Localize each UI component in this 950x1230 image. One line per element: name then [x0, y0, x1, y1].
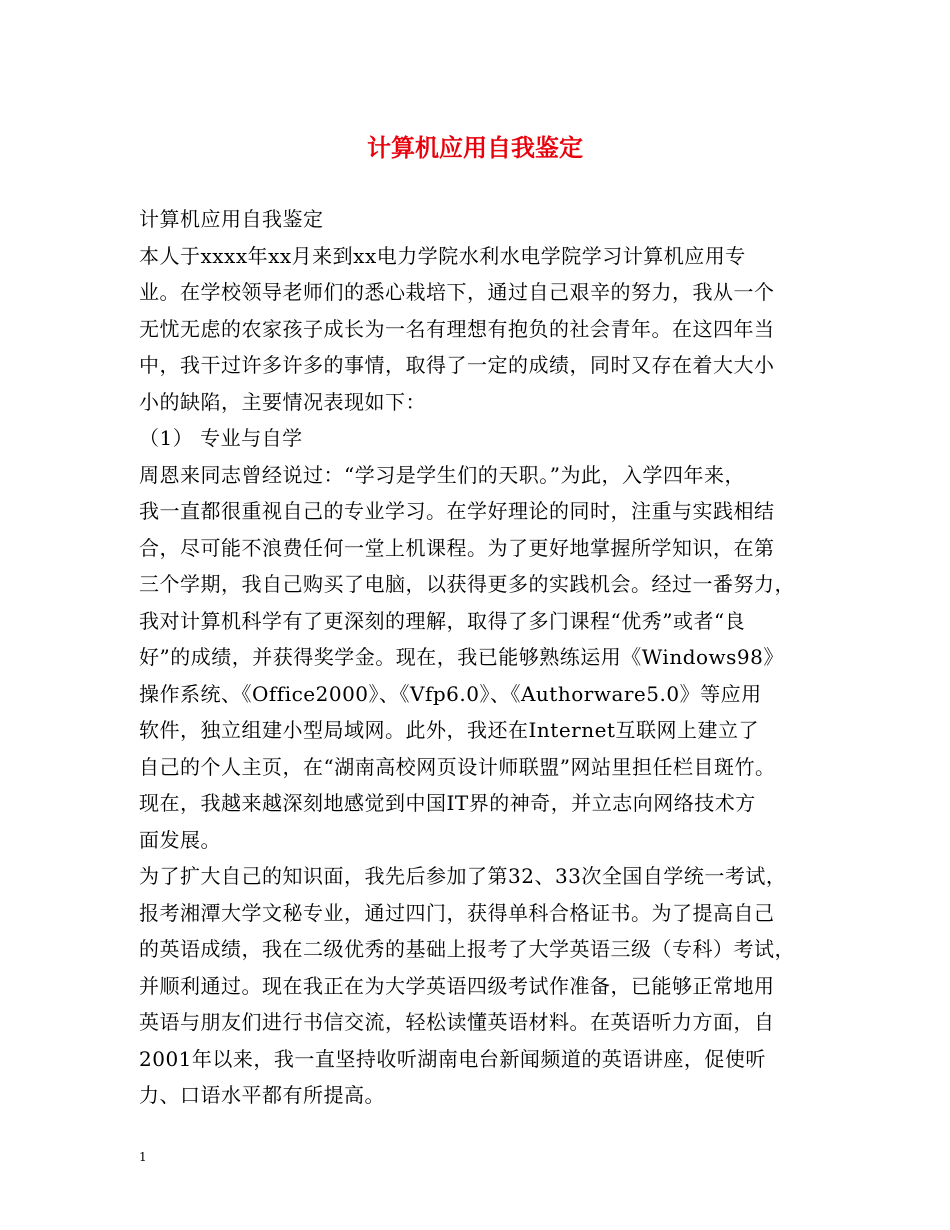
body-line: 的英语成绩，我在二级优秀的基础上报考了大学英语三级（专科）考试，	[139, 937, 795, 961]
body-line: 操作系统、《Office2000》、《Vfp6.0》、《Authorware5.0》等应用	[139, 681, 762, 706]
page-number: 1	[139, 1150, 147, 1164]
body-line: 三个学期，我自己购买了电脑，以获得更多的实践机会。经过一番努力，	[139, 572, 795, 596]
body-line: 软件，独立组建小型局域网。此外，我还在Internet互联网上建立了	[139, 718, 759, 742]
body-line: 并顺利通过。现在我正在为大学英语四级考试作准备，已能够正常地用	[139, 973, 775, 998]
body-line: 英语与朋友们进行书信交流，轻松读懂英语材料。在英语听力方面，自	[139, 1010, 775, 1034]
body-line: 合，尽可能不浪费任何一堂上机课程。为了更好地掌握所学知识，在第	[139, 535, 775, 560]
body-line: 面发展。	[139, 827, 221, 852]
document-title: 计算机应用自我鉴定	[367, 133, 583, 162]
body-line: 我一直都很重视自己的专业学习。在学好理论的同时，注重与实践相结	[139, 499, 775, 523]
body-line: 报考湘潭大学文秘专业，通过四门，获得单科合格证书。为了提高自己	[139, 900, 775, 925]
body-line: 业。在学校领导老师们的悉心栽培下，通过自己艰辛的努力，我从一个	[139, 280, 775, 304]
document-body	[139, 201, 829, 1114]
body-line: 无忧无虑的农家孩子成长为一名有理想有抱负的社会青年。在这四年当	[139, 316, 775, 341]
body-line: 中，我干过许多许多的事情，取得了一定的成绩，同时又存在着大大小	[139, 353, 775, 377]
body-line: 为了扩大自己的知识面，我先后参加了第32、33次全国自学统一考试，	[139, 864, 787, 888]
section-heading: （1） 专业与自学	[139, 426, 303, 450]
body-line: 计算机应用自我鉴定	[139, 207, 324, 231]
body-line: 2001年以来，我一直坚持收听湖南电台新闻频道的英语讲座，促使听	[139, 1046, 766, 1071]
body-line: 周恩来同志曾经说过：“学习是学生们的天职。”为此，入学四年来，	[139, 462, 745, 487]
body-line: 小的缺陷，主要情况表现如下：	[139, 389, 426, 414]
body-line: 我对计算机科学有了更深刻的理解，取得了多门课程“优秀”或者“良	[139, 608, 746, 633]
body-line: 本人于xxxx年xx月来到xx电力学院水利水电学院学习计算机应用专	[139, 243, 746, 268]
body-line: 现在，我越来越深刻地感觉到中国IT界的神奇，并立志向网络技术方	[139, 791, 756, 815]
body-line: 力、口语水平都有所提高。	[139, 1083, 385, 1107]
body-line: 好”的成绩，并获得奖学金。现在，我已能够熟练运用《Windows98》	[139, 645, 784, 669]
body-line: 自己的个人主页，在“湖南高校网页设计师联盟”网站里担任栏目斑竹。	[139, 754, 776, 779]
